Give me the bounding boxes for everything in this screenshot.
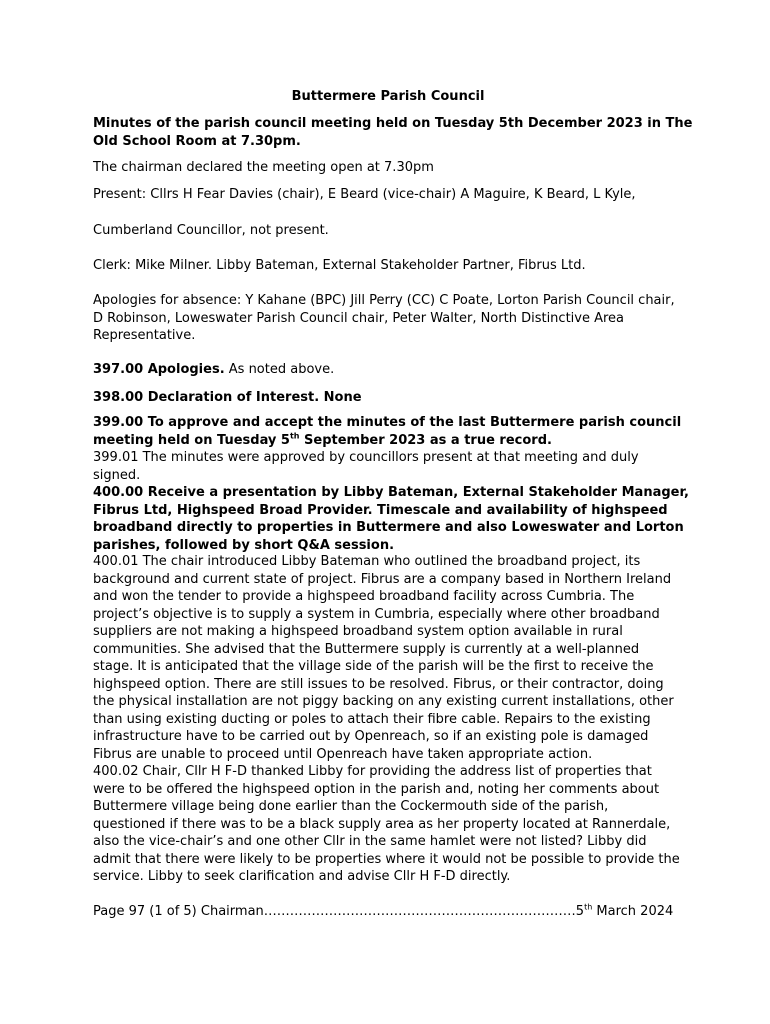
cumberland-councillor: Cumberland Councillor, not present. <box>93 223 329 238</box>
footer-signature-dots: ……………………………………………………………… <box>263 904 576 919</box>
item-400-02: 400.02 Chair, Cllr H F-D thanked Libby for providing the address list of properties that were to be offered the highspeed option in the parish and, noting her comments about Buttermere village being done earlier than the Cockermouth side of the parish, questioned if there was to be a black supply area as her property located at Rannerdale, also the vice-chair’s and one other Cllr in the same hamlet were not listed? Libby did admit that there were likely to be properties where it would not be possible to provide the service. Libby to seek clarification and advise Cllr H F-D directly. <box>93 764 680 884</box>
opening-statement: The chairman declared the meeting open at 7.30pm <box>93 160 434 175</box>
item-397-text: As noted above. <box>224 362 335 377</box>
clerk-line: Clerk: Mike Milner. Libby Bateman, External Stakeholder Partner, Fibrus Ltd. <box>93 258 586 273</box>
item-399-heading: 399.00 To approve and accept the minutes of the last Buttermere parish council meeting held on Tuesday 5th September 2023 as a true record. <box>93 415 682 448</box>
item-398-heading: 398.00 Declaration of Interest. None <box>93 390 362 405</box>
meeting-subtitle: Minutes of the parish council meeting held on Tuesday 5th December 2023 in The Old School Room at 7.30pm. <box>93 116 693 149</box>
item-400-heading: 400.00 Receive a presentation by Libby Bateman, External Stakeholder Manager, Fibrus Ltd, Highspeed Broad Provider. Timescale and availability of highspeed broadband directly to properties in Buttermere and also Loweswater and Lorton parishes, followed by short Q&A session. <box>93 485 689 553</box>
item-397 <box>93 361 683 379</box>
item-399-01: 399.01 The minutes were approved by councillors present at that meeting and duly signed. <box>93 450 639 483</box>
apologies-for-absence: Apologies for absence: Y Kahane (BPC) Jill Perry (CC) C Poate, Lorton Parish Council chair, D Robinson, Loweswater Parish Council chair, Peter Walter, North Distinctive Area Representative. <box>93 293 675 343</box>
footer-page: Page 97 (1 of 5) Chairman <box>93 904 264 919</box>
footer-date: 5th March 2024 <box>575 902 674 919</box>
document-title: Buttermere Parish Council <box>291 89 485 104</box>
item-397-heading: 397.00 Apologies. <box>93 362 225 377</box>
page-footer <box>93 903 693 921</box>
item-400-01: 400.01 The chair introduced Libby Bateman who outlined the broadband project, its background and current state of project. Fibrus are a company based in Northern Ireland and won the tender to provide a highspeed broadband facility across Cumbria. The project’s objective is to supply a system in Cumbria, especially where other broadband suppliers are not making a highspeed broadband system option available in rural communities. She advised that the Buttermere supply is currently at a well-planned stage. It is anticipated that the village side of the parish will be the first to receive the highspeed option. There are still issues to be resolved. Fibrus, or their contractor, doing the physical installation are not piggy backing on any existing current installations, other than using existing ducting or poles to attach their fibre cable. Repairs to the existing infrastructure have to be carried out by Openreach, so if an existing pole is damaged Fibrus are unable to proceed until Openreach have taken appropriate action. <box>93 554 674 762</box>
present-list: Present: Cllrs H Fear Davies (chair), E Beard (vice-chair) A Maguire, K Beard, L Kyle, <box>93 187 636 202</box>
